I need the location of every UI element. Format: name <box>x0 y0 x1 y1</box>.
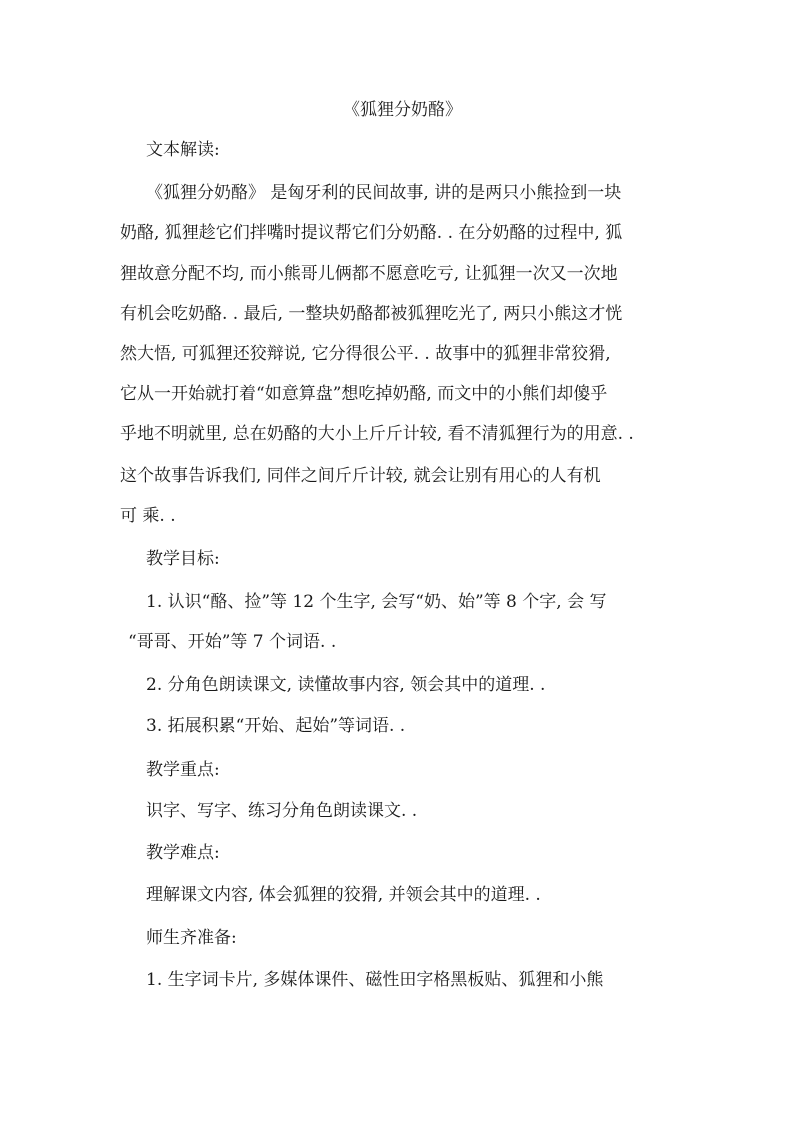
goal-item: 2. 分角色朗读课文, 读懂故事内容, 领会其中的道理. . <box>146 675 546 695</box>
goals-heading: 教学目标: <box>146 549 220 569</box>
keypoints-heading: 教学重点: <box>146 760 220 780</box>
keypoints-text: 识字、写字、练习分角色朗读课文. . <box>146 801 418 821</box>
intro-paragraph-line: 狸故意分配不均, 而小熊哥儿俩都不愿意吃亏, 让狐狸一次又一次地 <box>120 264 618 284</box>
difficulties-heading: 教学难点: <box>146 843 220 863</box>
goal-item: “哥哥、开始”等 7 个词语. . <box>128 632 337 652</box>
goal-item: 1. 认识“酪、捡”等 12 个生字, 会写“奶、始”等 8 个字, 会 写 <box>146 592 607 612</box>
intro-heading: 文本解读: <box>146 140 220 160</box>
intro-paragraph-line: 有机会吃奶酪. . 最后, 一整块奶酪都被狐狸吃光了, 两只小熊这才恍 <box>120 304 623 324</box>
intro-paragraph-line: 奶酪, 狐狸趁它们拌嘴时提议帮它们分奶酪. . 在分奶酪的过程中, 狐 <box>120 223 623 243</box>
goal-item: 3. 拓展积累“开始、起始”等词语. . <box>146 716 406 736</box>
intro-paragraph-line: 乎地不明就里, 总在奶酪的大小上斤斤计较, 看不清狐狸行为的用意. . <box>120 424 634 444</box>
prep-text: 1. 生字词卡片, 多媒体课件、磁性田字格黑板贴、狐狸和小熊 <box>146 970 604 990</box>
document-title: 《狐狸分奶酪》 <box>343 100 462 120</box>
prep-heading: 师生齐准备: <box>146 928 237 948</box>
intro-paragraph-line: 然大悟, 可狐狸还狡辩说, 它分得很公平. . 故事中的狐狸非常狡猾, <box>120 344 611 364</box>
difficulties-text: 理解课文内容, 体会狐狸的狡猾, 并领会其中的道理. . <box>146 885 541 905</box>
intro-paragraph-line: 《狐狸分奶酪》 是匈牙利的民间故事, 讲的是两只小熊捡到一块 <box>146 183 622 203</box>
intro-paragraph-line: 可 乘. . <box>120 506 176 526</box>
intro-paragraph-line: 它从一开始就打着“如意算盘”想吃掉奶酪, 而文中的小熊们却傻乎 <box>120 384 608 404</box>
intro-paragraph-line: 这个故事告诉我们, 同伴之间斤斤计较, 就会让别有用心的人有机 <box>120 466 601 486</box>
